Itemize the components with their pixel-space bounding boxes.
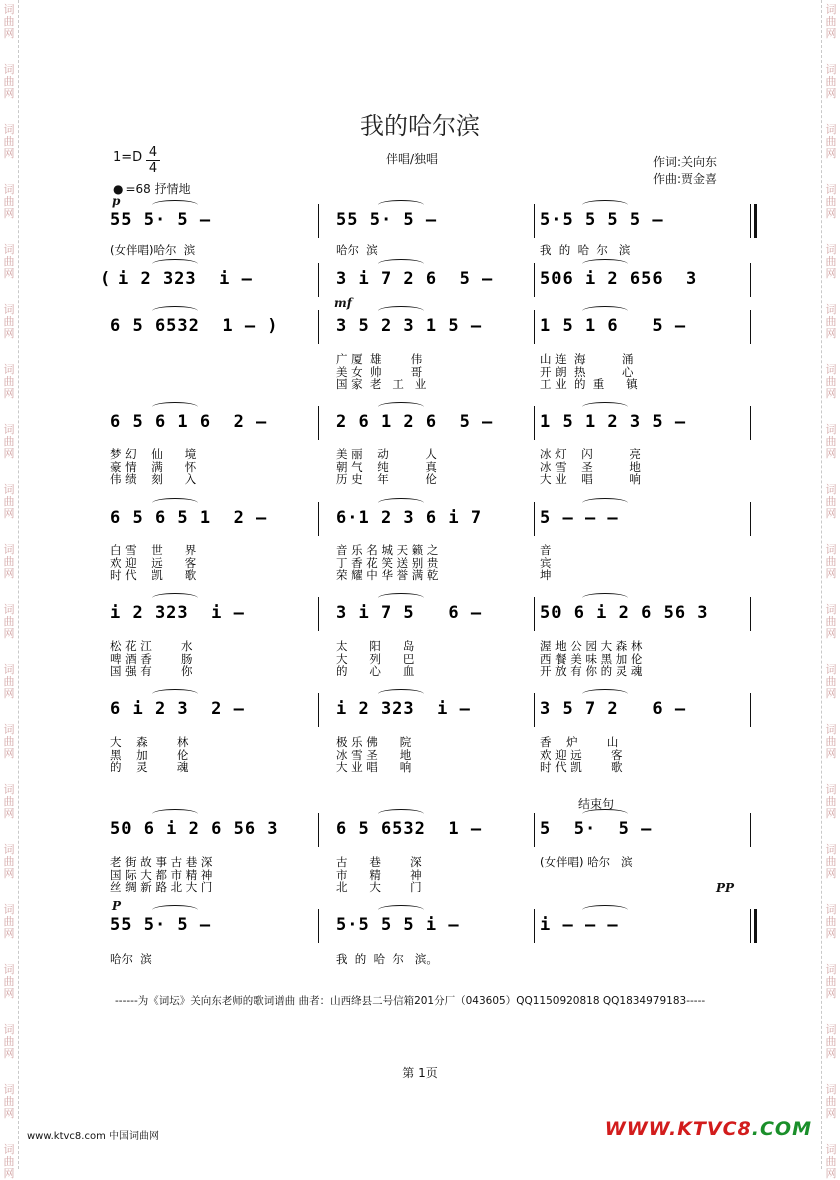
lyric-line: 冰 雪 圣 地 [336, 747, 412, 762]
barline [318, 263, 319, 297]
watermark-text: 词 曲 网 [825, 723, 837, 760]
watermark-text: 词 曲 网 [825, 1143, 837, 1180]
lyric-line: 冰 雪 圣 地 [540, 459, 641, 474]
barline [750, 502, 751, 536]
lyric-line: 冰 灯 闪 亮 [540, 447, 641, 461]
watermark-text: 词 曲 网 [825, 843, 837, 880]
lyric-line: 广 厦 雄 伟 [336, 352, 423, 366]
measure-notes: 5 5· 5 — [540, 819, 653, 839]
slur-mark [582, 498, 628, 508]
repeat-barline [754, 204, 757, 238]
slur-mark [152, 259, 198, 269]
watermark-text: 词 曲 网 [825, 243, 837, 280]
watermark-text: 词 曲 网 [3, 183, 15, 220]
slur-mark [378, 689, 424, 699]
measure-notes: 506 i 2 656 3 [540, 269, 698, 289]
lyric-line: 大 业 唱 响 [336, 760, 412, 774]
lyric-line: 伟 绩 刻 入 [110, 472, 197, 486]
barline [750, 204, 751, 238]
lyric-line: 欢 迎 远 客 [540, 747, 623, 762]
slur-mark [582, 306, 628, 316]
slur-mark [378, 905, 424, 915]
measure-notes: 1 5 1 2 3 5 — [540, 412, 687, 432]
lyric-line: 古 巷 深 [336, 855, 422, 869]
barline [750, 263, 751, 297]
site-logo-tld: .COM [751, 1118, 812, 1140]
barline [534, 909, 535, 943]
measure-notes: 55 5· 5 — [110, 915, 212, 935]
key-signature: 1=D [113, 150, 143, 165]
measure-notes: 3 i 7 2 6 5 — [336, 269, 494, 289]
measure-notes: i — — — [540, 915, 619, 935]
right-watermark-strip [821, 0, 840, 1180]
slur-mark [378, 593, 424, 603]
watermark-text: 词 曲 网 [3, 363, 15, 400]
lyric-line: 的 心 血 [336, 664, 415, 678]
measure-notes: i 2 323 i — [336, 699, 471, 719]
watermark-text: 词 曲 网 [3, 723, 15, 760]
measure-notes: 3 i 7 5 6 — [336, 603, 483, 623]
watermark-text: 词 曲 网 [3, 663, 15, 700]
site-logo[interactable] [605, 1118, 812, 1140]
lyric-line: 渥 地 公 园 大 森 林 [540, 639, 643, 653]
lyric-line: 美 女 帅 哥 [336, 364, 423, 379]
watermark-text: 词 曲 网 [825, 483, 837, 520]
barline [534, 502, 535, 536]
slur-mark [378, 200, 424, 210]
barline [318, 597, 319, 631]
lyric-line: 极 乐 佛 院 [336, 735, 412, 749]
lyric-line: 丁 香 花 笑 送 别 贵 [336, 555, 439, 570]
lyric-line: 时 代 凯 歌 [540, 760, 623, 774]
lyric-line: 国 家 老 工 业 [336, 377, 427, 391]
watermark-text: 词 曲 网 [3, 123, 15, 160]
watermark-text: 词 曲 网 [3, 903, 15, 940]
barline [318, 204, 319, 238]
song-title: 我的哈尔滨 [360, 112, 480, 140]
lyric-line: 大 业 唱 响 [540, 472, 641, 486]
lyric-line: 时 代 凯 歌 [110, 568, 197, 582]
measure-notes: 50 6 i 2 6 56 3 [540, 603, 709, 623]
watermark-text: 词 曲 网 [825, 963, 837, 1000]
lyric-line: 我 的 哈 尔 滨 [540, 243, 631, 257]
watermark-text: 词 曲 网 [3, 243, 15, 280]
dynamic-marking: P [112, 899, 122, 913]
dynamic-marking: mf [334, 296, 352, 310]
lyric-line: 黑 加 伦 [110, 747, 189, 762]
lyric-line: 宾 [540, 555, 552, 570]
composer-credit-line: ------为《词坛》关向东老师的歌词谱曲 曲者：山西绛县二号信箱201分厂（043605）QQ1150920818 QQ1834979183----- [115, 995, 706, 1007]
lyric-line: 哈尔 滨 [110, 952, 152, 966]
barline [318, 909, 319, 943]
measure-notes: i 2 323 i — [110, 603, 245, 623]
watermark-text: 词 曲 网 [3, 63, 15, 100]
half-note-icon: ● [113, 182, 124, 196]
watermark-text: 词 曲 网 [825, 603, 837, 640]
watermark-text: 词 曲 网 [825, 363, 837, 400]
lyric-line: 豪 情 满 怀 [110, 459, 197, 474]
watermark-text: 词 曲 网 [825, 303, 837, 340]
barline [750, 909, 751, 943]
slur-mark [378, 498, 424, 508]
watermark-text: 词 曲 网 [3, 603, 15, 640]
watermark-text: 词 曲 网 [825, 1083, 837, 1120]
performance-mode: 伴唱/独唱 [386, 152, 439, 166]
slur-mark [152, 905, 198, 915]
barline [318, 406, 319, 440]
measure-notes: 55 5· 5 — [336, 210, 438, 230]
watermark-text: 词 曲 网 [825, 783, 837, 820]
pianissimo-marking: PP [716, 881, 735, 895]
left-watermark-strip [0, 0, 19, 1180]
watermark-text: 词 曲 网 [825, 63, 837, 100]
lyric-line: 国 强 有 你 [110, 664, 193, 678]
measure-notes: 50 6 i 2 6 56 3 [110, 819, 279, 839]
watermark-text: 词 曲 网 [3, 3, 15, 40]
tempo-text: =68 抒情地 [125, 182, 191, 196]
barline [750, 813, 751, 847]
measure-notes: 6 5 6 5 1 2 — [110, 508, 268, 528]
measure-notes: 2 6 1 2 6 5 — [336, 412, 494, 432]
measure-notes: 55 5· 5 — [110, 210, 212, 230]
slur-mark [152, 306, 198, 316]
lyricist-credit: 作词:关向东 [653, 155, 718, 169]
measure-notes: 6 i 2 3 2 — [110, 699, 245, 719]
watermark-text: 词 曲 网 [3, 543, 15, 580]
watermark-text: 词 曲 网 [3, 303, 15, 340]
lyric-line: 大 森 林 [110, 735, 189, 749]
lyric-line: 老 街 故 事 古 巷 深 [110, 855, 213, 869]
watermark-text: 词 曲 网 [825, 663, 837, 700]
slur-mark [378, 259, 424, 269]
watermark-text: 词 曲 网 [3, 963, 15, 1000]
measure-notes: 3 5 2 3 1 5 — [336, 316, 483, 336]
barline [534, 597, 535, 631]
page-number: 第 1页 [402, 1066, 438, 1080]
barline [318, 813, 319, 847]
lyric-line: 丝 绸 新 路 北 大 门 [110, 880, 213, 894]
barline [534, 204, 535, 238]
opening-paren: ( [100, 269, 112, 289]
slur-mark [378, 402, 424, 412]
barline [318, 693, 319, 727]
lyric-line: 白 雪 世 界 [110, 543, 197, 557]
measure-notes: 5·5 5 5 i — [336, 915, 460, 935]
slur-mark [582, 402, 628, 412]
watermark-text: 词 曲 网 [825, 3, 837, 40]
slur-mark [582, 593, 628, 603]
slur-mark [582, 905, 628, 915]
lyric-line: 北 大 门 [336, 880, 422, 894]
lyric-line: 历 史 年 伦 [336, 472, 437, 486]
lyric-line: 哈尔 滨 [336, 243, 378, 257]
lyric-line: 香 炉 山 [540, 735, 619, 749]
time-signature-top: 4 [148, 145, 158, 160]
slur-mark [152, 200, 198, 210]
lyric-line: 音 乐 名 城 天 籁 之 [336, 543, 439, 557]
watermark-text: 词 曲 网 [825, 543, 837, 580]
slur-mark [152, 498, 198, 508]
measure-notes: i 2 323 i — [118, 269, 253, 289]
barline [534, 813, 535, 847]
slur-mark [152, 402, 198, 412]
lyric-line: (女伴唱)哈尔 滨 [110, 243, 196, 257]
slur-mark [152, 593, 198, 603]
barline [534, 406, 535, 440]
barline [534, 263, 535, 297]
final-barline [754, 909, 757, 943]
slur-mark [582, 689, 628, 699]
watermark-text: 词 曲 网 [3, 423, 15, 460]
barline [534, 693, 535, 727]
watermark-text: 词 曲 网 [3, 783, 15, 820]
measure-notes: 6·1 2 3 6 i 7 [336, 508, 483, 528]
lyric-line: 音 [540, 543, 552, 557]
watermark-text: 词 曲 网 [825, 183, 837, 220]
lyric-line: 山 连 海 涌 [540, 352, 634, 366]
measure-notes: 5 — — — [540, 508, 619, 528]
watermark-text: 词 曲 网 [825, 903, 837, 940]
barline [750, 693, 751, 727]
watermark-text: 词 曲 网 [3, 843, 15, 880]
lyric-line: 松 花 江 水 [110, 639, 193, 653]
lyric-line: 朝 气 纯 真 [336, 459, 437, 474]
site-logo-main: WWW.KTVC8 [604, 1118, 752, 1140]
lyric-line: 大 列 巴 [336, 651, 415, 666]
composer-credit: 作曲:贾金喜 [653, 172, 718, 186]
measure-notes: 6 5 6532 1 — ) [110, 316, 279, 336]
slur-mark [378, 809, 424, 819]
site-link[interactable]: www.ktvc8.com 中国词曲网 [27, 1131, 160, 1142]
lyric-line: 开 朗 热 心 [540, 364, 634, 379]
tempo-marking [113, 180, 191, 197]
lyric-line: 欢 迎 远 客 [110, 555, 197, 570]
slur-mark [152, 809, 198, 819]
watermark-text: 词 曲 网 [825, 123, 837, 160]
watermark-text: 词 曲 网 [3, 483, 15, 520]
slur-mark [378, 306, 424, 316]
lyric-line: 开 放 有 你 的 灵 魂 [540, 664, 643, 678]
measure-notes: 6 5 6 1 6 2 — [110, 412, 268, 432]
measure-notes: 6 5 6532 1 — [336, 819, 483, 839]
ending-label: 结束句 [578, 797, 615, 811]
lyric-line: 美 丽 动 人 [336, 447, 437, 461]
lyric-line: 市 精 神 [336, 867, 422, 882]
slur-mark [582, 259, 628, 269]
lyric-line: 工 业 的 重 镇 [540, 377, 638, 391]
lyric-line: 西 餐 美 味 黑 加 伦 [540, 651, 643, 666]
watermark-text: 词 曲 网 [3, 1083, 15, 1120]
lyric-line: (女伴唱) 哈尔 滨 [540, 855, 633, 869]
watermark-text: 词 曲 网 [3, 1143, 15, 1180]
lyric-line: 梦 幻 仙 境 [110, 447, 197, 461]
lyric-line: 啤 酒 香 肠 [110, 651, 193, 666]
time-signature-bottom: 4 [148, 161, 158, 176]
lyric-line: 荣 耀 中 华 誉 满 乾 [336, 568, 439, 582]
barline [534, 310, 535, 344]
measure-notes: 1 5 1 6 5 — [540, 316, 687, 336]
lyric-line: 太 阳 岛 [336, 639, 415, 653]
slur-mark [582, 200, 628, 210]
barline [750, 406, 751, 440]
watermark-text: 词 曲 网 [825, 423, 837, 460]
time-signature [146, 145, 160, 176]
barline [750, 310, 751, 344]
barline [750, 597, 751, 631]
lyric-line: 的 灵 魂 [110, 760, 189, 774]
lyric-line: 我 的 哈 尔 滨。 [336, 952, 438, 966]
measure-notes: 5·5 5 5 5 — [540, 210, 664, 230]
lyric-line: 坤 [540, 568, 552, 582]
watermark-text: 词 曲 网 [825, 1023, 837, 1060]
measure-notes: 3 5 7 2 6 — [540, 699, 687, 719]
watermark-text: 词 曲 网 [3, 1023, 15, 1060]
barline [318, 310, 319, 344]
slur-mark [152, 689, 198, 699]
lyric-line: 国 际 大 都 市 精 神 [110, 867, 213, 882]
dynamic-marking: p [112, 194, 121, 208]
barline [318, 502, 319, 536]
